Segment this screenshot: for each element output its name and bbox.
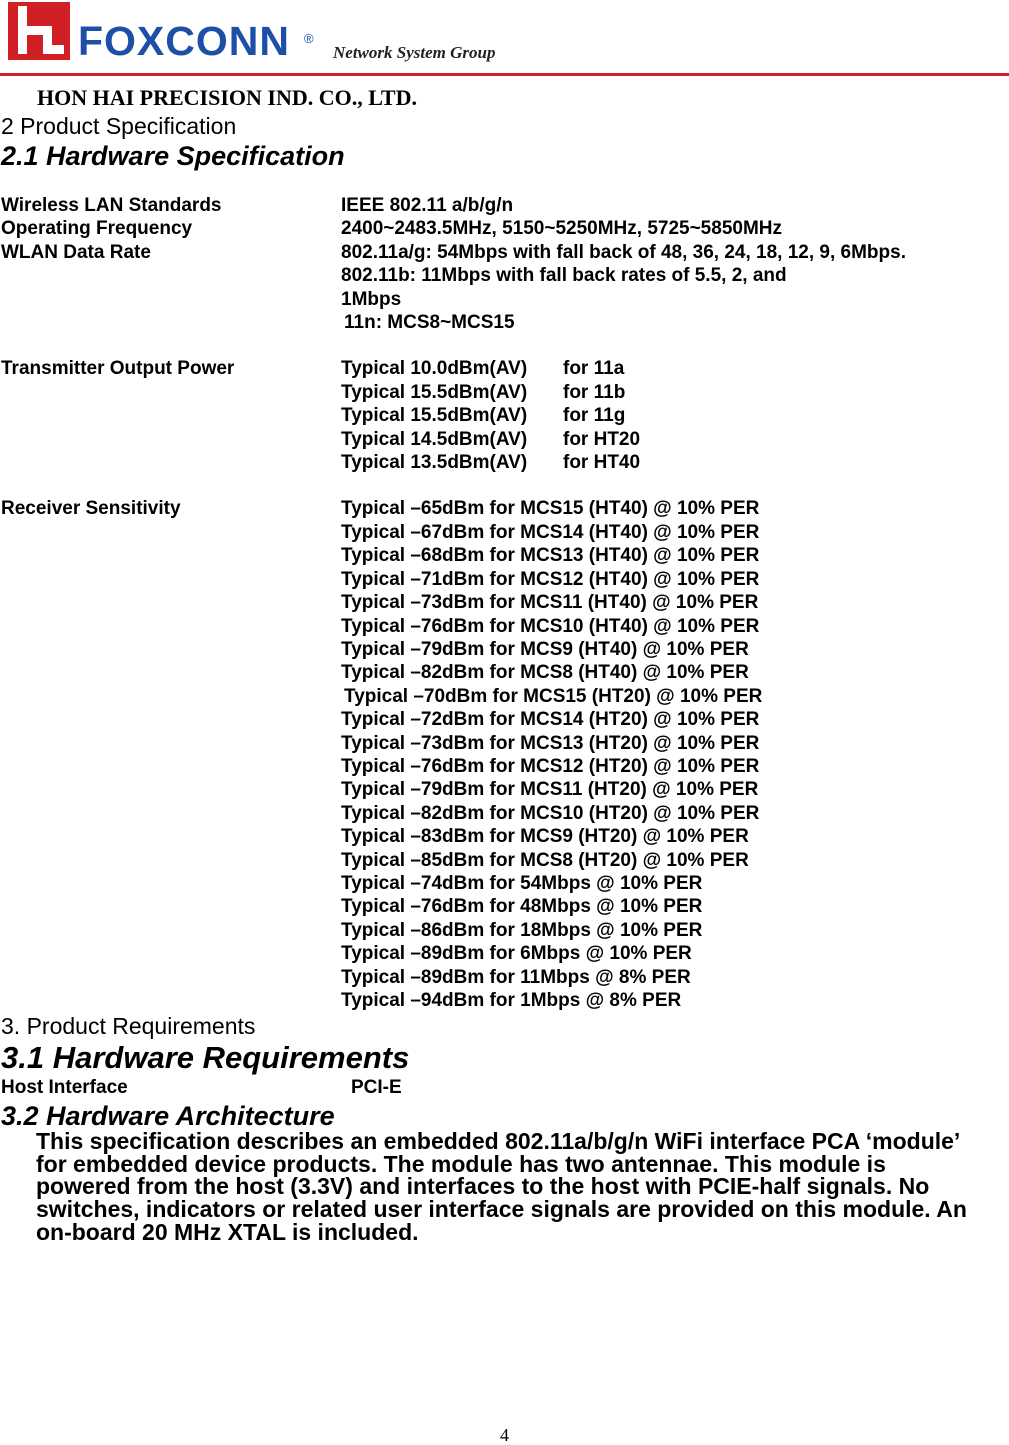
page-number: 4 bbox=[500, 1425, 509, 1445]
tx-power-row bbox=[341, 428, 640, 451]
tx-power-row bbox=[341, 451, 640, 474]
tx-power-value: Typical 13.5dBm(AV) bbox=[341, 452, 528, 474]
rx-sensitivity-line: Typical –79dBm for MCS9 (HT40) @ 10% PER bbox=[341, 638, 749, 660]
section-2-title: 2 Product Specification bbox=[1, 113, 237, 139]
rx-sensitivity-line: Typical –82dBm for MCS10 (HT20) @ 10% PER bbox=[341, 802, 760, 824]
tx-power-mode: for 11a bbox=[563, 358, 625, 380]
spec-value-line: 802.11a/g: 54Mbps with fall back of 48, 36, 24, 18, 12, 9, 6Mbps. bbox=[341, 241, 906, 263]
rx-sensitivity-line: Typical –85dBm for MCS8 (HT20) @ 10% PER bbox=[341, 849, 749, 871]
tx-power-value: Typical 15.5dBm(AV) bbox=[341, 381, 528, 403]
spec-label: Transmitter Output Power bbox=[1, 358, 235, 380]
rx-sensitivity-line: Typical –74dBm for 54Mbps @ 10% PER bbox=[341, 872, 703, 894]
tx-power-mode: for 11g bbox=[563, 405, 626, 427]
spec-label: Operating Frequency bbox=[1, 218, 193, 240]
rx-sensitivity-line: Typical –89dBm for 6Mbps @ 10% PER bbox=[341, 943, 692, 965]
rx-sensitivity-line: Typical –68dBm for MCS13 (HT40) @ 10% PER bbox=[341, 545, 760, 567]
rx-sensitivity-line: Typical –76dBm for 48Mbps @ 10% PER bbox=[341, 896, 703, 918]
spec-row-host-interface bbox=[0, 1076, 1009, 1099]
rx-sensitivity-line: Typical –73dBm for MCS11 (HT40) @ 10% PER bbox=[341, 592, 759, 614]
spec-table bbox=[0, 194, 1009, 1012]
section-3-title: 3. Product Requirements bbox=[1, 1013, 256, 1039]
spec-row-rx-sensitivity bbox=[0, 497, 1009, 1012]
spec-row-wlan-standards bbox=[0, 194, 1009, 217]
page-header bbox=[0, 0, 1009, 80]
registered-mark: ® bbox=[304, 31, 314, 46]
spec-value: PCI-E bbox=[351, 1077, 402, 1098]
rx-sensitivity-line: Typical –76dBm for MCS10 (HT40) @ 10% PER bbox=[341, 615, 760, 637]
rx-sensitivity-line: Typical –71dBm for MCS12 (HT40) @ 10% PER bbox=[341, 568, 760, 590]
rx-sensitivity-line: Typical –79dBm for MCS11 (HT20) @ 10% PER bbox=[341, 779, 759, 801]
tx-power-row bbox=[341, 381, 640, 404]
foxconn-logo-icon bbox=[8, 2, 70, 60]
section-3-1-heading: 3.1 Hardware Requirements bbox=[1, 1040, 410, 1075]
tx-power-row bbox=[341, 357, 640, 380]
rx-sensitivity-line: Typical –76dBm for MCS12 (HT20) @ 10% PER bbox=[341, 755, 760, 777]
rx-sensitivity-line: Typical –89dBm for 11Mbps @ 8% PER bbox=[341, 966, 691, 988]
spec-row-operating-frequency bbox=[0, 217, 1009, 240]
tx-power-value: Typical 14.5dBm(AV) bbox=[341, 428, 528, 450]
rx-sensitivity-line: Typical –82dBm for MCS8 (HT40) @ 10% PER bbox=[341, 662, 749, 684]
spec-value: 2400~2483.5MHz, 5150~5250MHz, 5725~5850MHz bbox=[341, 218, 782, 240]
architecture-paragraph: This specification describes an embedded 802.11a/b/g/n WiFi interface PCA ‘module’ for embedded device products. The module has two antennae. This module is powered from the host (3.3V) and interfaces to the host with PCIE-half signals. No switches, indicators or related user interface signals are provided on this module. An on-board 20 MHz XTAL is included. bbox=[36, 1128, 967, 1245]
rx-sensitivity-line: Typical –65dBm for MCS15 (HT40) @ 10% PER bbox=[341, 498, 760, 520]
tx-power-row bbox=[341, 404, 640, 427]
group-name: Network System Group bbox=[333, 43, 496, 62]
spec-row-tx-power bbox=[0, 357, 1009, 474]
spec-row-data-rate bbox=[0, 241, 1009, 335]
section-3-2-heading: 3.2 Hardware Architecture bbox=[1, 1101, 335, 1131]
rx-sensitivity-line: Typical –83dBm for MCS9 (HT20) @ 10% PER bbox=[341, 826, 749, 848]
spec-label: Host Interface bbox=[1, 1077, 128, 1098]
rx-sensitivity-line: Typical –73dBm for MCS13 (HT20) @ 10% PER bbox=[341, 732, 760, 754]
spec-value-line: 11n: MCS8~MCS15 bbox=[344, 312, 515, 334]
rx-sensitivity-line: Typical –72dBm for MCS14 (HT20) @ 10% PER bbox=[341, 709, 760, 731]
brand-name: FOXCONN bbox=[78, 18, 290, 64]
spec-value: IEEE 802.11 a/b/g/n bbox=[341, 195, 514, 216]
spec-value-line: 1Mbps bbox=[341, 288, 402, 310]
spec-label: Wireless LAN Standards bbox=[1, 195, 222, 216]
tx-power-mode: for HT20 bbox=[563, 428, 641, 450]
tx-power-value: Typical 10.0dBm(AV) bbox=[341, 358, 528, 380]
rx-sensitivity-line: Typical –86dBm for 18Mbps @ 10% PER bbox=[341, 919, 703, 941]
tx-power-value: Typical 15.5dBm(AV) bbox=[341, 405, 528, 427]
tx-power-mode: for HT40 bbox=[563, 452, 641, 474]
rx-sensitivity-line: Typical –70dBm for MCS15 (HT20) @ 10% PER bbox=[344, 685, 763, 707]
rx-sensitivity-line: Typical –67dBm for MCS14 (HT40) @ 10% PER bbox=[341, 521, 760, 543]
section-2-1-heading: 2.1 Hardware Specification bbox=[1, 141, 345, 171]
spec-label: WLAN Data Rate bbox=[1, 241, 151, 263]
rx-sensitivity-line: Typical –94dBm for 1Mbps @ 8% PER bbox=[341, 990, 682, 1011]
company-name: HON HAI PRECISION IND. CO., LTD. bbox=[37, 85, 417, 110]
tx-power-mode: for 11b bbox=[563, 381, 626, 403]
header-divider bbox=[0, 73, 1009, 76]
spec-value-line: 802.11b: 11Mbps with fall back rates of 5.5, 2, and bbox=[341, 265, 787, 287]
spec-label: Receiver Sensitivity bbox=[1, 498, 181, 520]
